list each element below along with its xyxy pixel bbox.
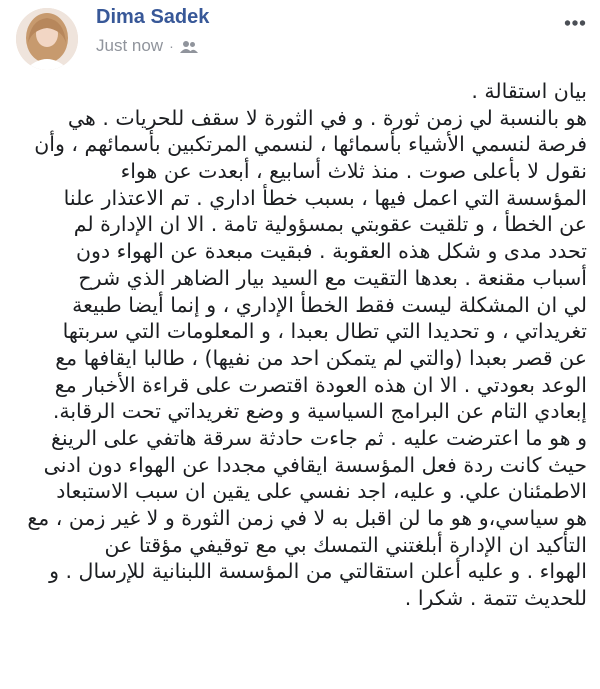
- post-text-line: للحديث تتمة . شكرا .: [404, 586, 587, 611]
- post-text-line: الوعد بعودتي . الا ان هذه العودة اقتصرت على قراءة الأخبار مع: [54, 372, 587, 397]
- post-meta: [96, 36, 198, 56]
- timestamp[interactable]: Just now: [96, 36, 164, 55]
- post-text-line: الهواء . و عليه أعلن استقالتي من المؤسسة اللبنانية للإرسال . و: [49, 559, 587, 584]
- post-text-line: فرصة لنسمي الأشياء بأسمائها ، لنسمي المرتكبين بأسمائهم ، وأن: [34, 132, 587, 157]
- post-text-line: إبعادي التام عن البرامج السياسية و وضع تغريداتي تحت الرقابة.: [52, 399, 587, 424]
- post-text-line: نقول لا بأعلى صوت . منذ ثلاث أسابيع ، أبعدت عن هواء: [120, 159, 587, 184]
- post-text-line: المؤسسة التي اعمل فيها ، بسبب خطأ اداري . تم الاعتذار علنا: [63, 185, 587, 210]
- more-options-button[interactable]: [562, 10, 588, 36]
- post-text-line: بيان استقالة .: [471, 79, 587, 103]
- post-text-line: هو بالنسبة لي زمن ثورة . و في الثورة لا سقف للحريات . هي: [67, 105, 587, 130]
- author-name[interactable]: Dima Sadek: [96, 6, 210, 28]
- post-text-line: حيث كانت ردة فعل المؤسسة ايقافي مجددا عن الهواء دون ادنى: [43, 452, 587, 477]
- post-text-line: الاطمئنان علي. و عليه، اجد نفسي على يقين ان سبب الاستبعاد: [56, 479, 587, 504]
- post-text-line: أسباب مقنعة . بعدها التقيت مع السيد بيار الضاهر الذي شرح: [78, 265, 587, 290]
- author-avatar[interactable]: [16, 8, 78, 70]
- friends-icon[interactable]: [180, 39, 198, 53]
- post-text-line: تحدد مدى و شكل هذه العقوبة . فبقيت مبعدة عن الهواء دون: [76, 239, 587, 264]
- post-text-line: لي ان المشكلة ليست فقط الخطأ الإداري ، و إنما أيضا طبيعة: [72, 292, 587, 317]
- avatar-photo-icon: [16, 8, 78, 70]
- post-header: [0, 0, 600, 70]
- post-text-line: هو سياسي،و هو ما لن اقبل به لا في زمن الثورة و لا غير زمن ، مع: [27, 506, 587, 530]
- post-text-line: عن قصر بعبدا (والتي لم يتمكن احد من نفيها) ، طالبا ايقافها مع: [55, 345, 587, 370]
- more-icon: [564, 19, 586, 27]
- post-text-line: عن الخطأ ، و تلقيت عقوبتي بمسؤولية تامة . الا ان الإدارة لم: [73, 212, 587, 237]
- post-body: [10, 78, 587, 612]
- meta-separator: ·: [169, 38, 174, 54]
- post-text-line: التأكيد ان الإدارة أبلغتني التمسك بي مع توقيفي مؤقتا عن: [104, 532, 587, 557]
- post-text-line: و هو ما اعترضت عليه . ثم جاءت حادثة سرقة هاتفي على الرينغ: [50, 425, 587, 450]
- post-text-line: تغريداتي ، و تحديدا التي تطال بعبدا ، و المعلومات التي سربتها: [62, 319, 587, 344]
